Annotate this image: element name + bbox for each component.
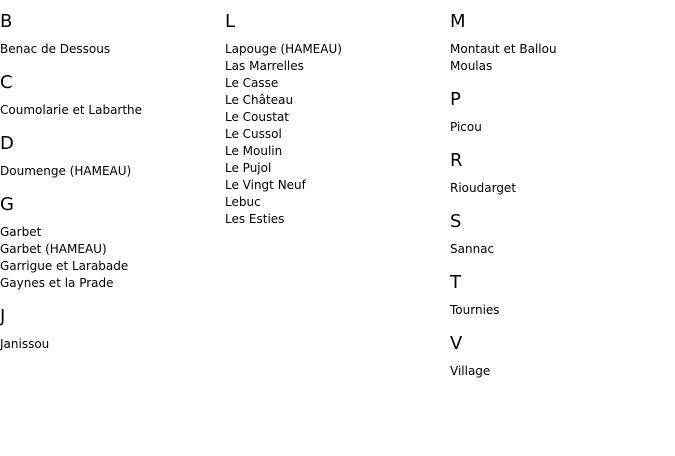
group-b [0, 11, 220, 58]
column-2 [225, 0, 445, 228]
place-link[interactable]: Sannac [450, 242, 495, 256]
group-r [450, 150, 670, 197]
group-t [450, 272, 670, 319]
place-link[interactable]: Le Cussol [225, 127, 282, 141]
place-list [0, 102, 220, 119]
letter-heading: P [450, 89, 461, 110]
place-list [0, 41, 220, 58]
letter-heading: C [0, 72, 13, 93]
place-list [450, 180, 670, 197]
place-list [450, 363, 670, 380]
place-list [0, 163, 220, 180]
place-link[interactable]: Montaut et Ballou [450, 42, 557, 56]
place-link[interactable]: Las Marrelles [225, 59, 304, 73]
group-p [450, 89, 670, 136]
group-c [0, 72, 220, 119]
letter-heading: R [450, 150, 463, 171]
letter-heading: V [450, 333, 463, 354]
place-link[interactable]: Janissou [0, 337, 50, 351]
place-link[interactable]: Benac de Dessous [0, 42, 111, 56]
column-1 [0, 0, 220, 353]
place-link[interactable]: Lapouge (HAMEAU) [225, 42, 342, 56]
place-link[interactable]: Le Coustat [225, 110, 290, 124]
letter-heading: B [0, 11, 13, 32]
place-list [450, 41, 670, 75]
place-link[interactable]: Garrigue et Larabade [0, 259, 129, 273]
place-link[interactable]: Le Pujol [225, 161, 272, 175]
group-l [225, 11, 445, 228]
letter-heading: M [450, 11, 466, 32]
place-link[interactable]: Picou [450, 120, 482, 134]
place-link[interactable]: Les Esties [225, 212, 285, 226]
column-3 [450, 0, 670, 380]
place-list [450, 119, 670, 136]
place-link[interactable]: Moulas [450, 59, 493, 73]
place-link[interactable]: Garbet [0, 225, 42, 239]
place-link[interactable]: Le Château [225, 93, 294, 107]
place-list [450, 241, 670, 258]
place-list [450, 302, 670, 319]
place-link[interactable]: Garbet (HAMEAU) [0, 242, 107, 256]
group-v [450, 333, 670, 380]
group-m [450, 11, 670, 75]
letter-heading: L [225, 11, 236, 32]
place-link[interactable]: Tournies [450, 303, 500, 317]
place-list [0, 224, 220, 292]
letter-heading: J [0, 306, 6, 327]
place-link[interactable]: Village [450, 364, 491, 378]
place-link[interactable]: Le Vingt Neuf [225, 178, 306, 192]
letter-heading: D [0, 133, 14, 154]
place-link[interactable]: Rioudarget [450, 181, 517, 195]
group-d [0, 133, 220, 180]
place-list [0, 336, 220, 353]
group-s [450, 211, 670, 258]
place-link[interactable]: Lebuc [225, 195, 261, 209]
place-link[interactable]: Le Casse [225, 76, 279, 90]
place-link[interactable]: Coumolarie et Labarthe [0, 103, 143, 117]
letter-heading: S [450, 211, 462, 232]
place-link[interactable]: Doumenge (HAMEAU) [0, 164, 132, 178]
place-link[interactable]: Le Moulin [225, 144, 283, 158]
letter-heading: G [0, 194, 14, 215]
letter-heading: T [450, 272, 461, 293]
group-g [0, 194, 220, 292]
place-link[interactable]: Gaynes et la Prade [0, 276, 114, 290]
group-j [0, 306, 220, 353]
place-list [225, 41, 445, 228]
